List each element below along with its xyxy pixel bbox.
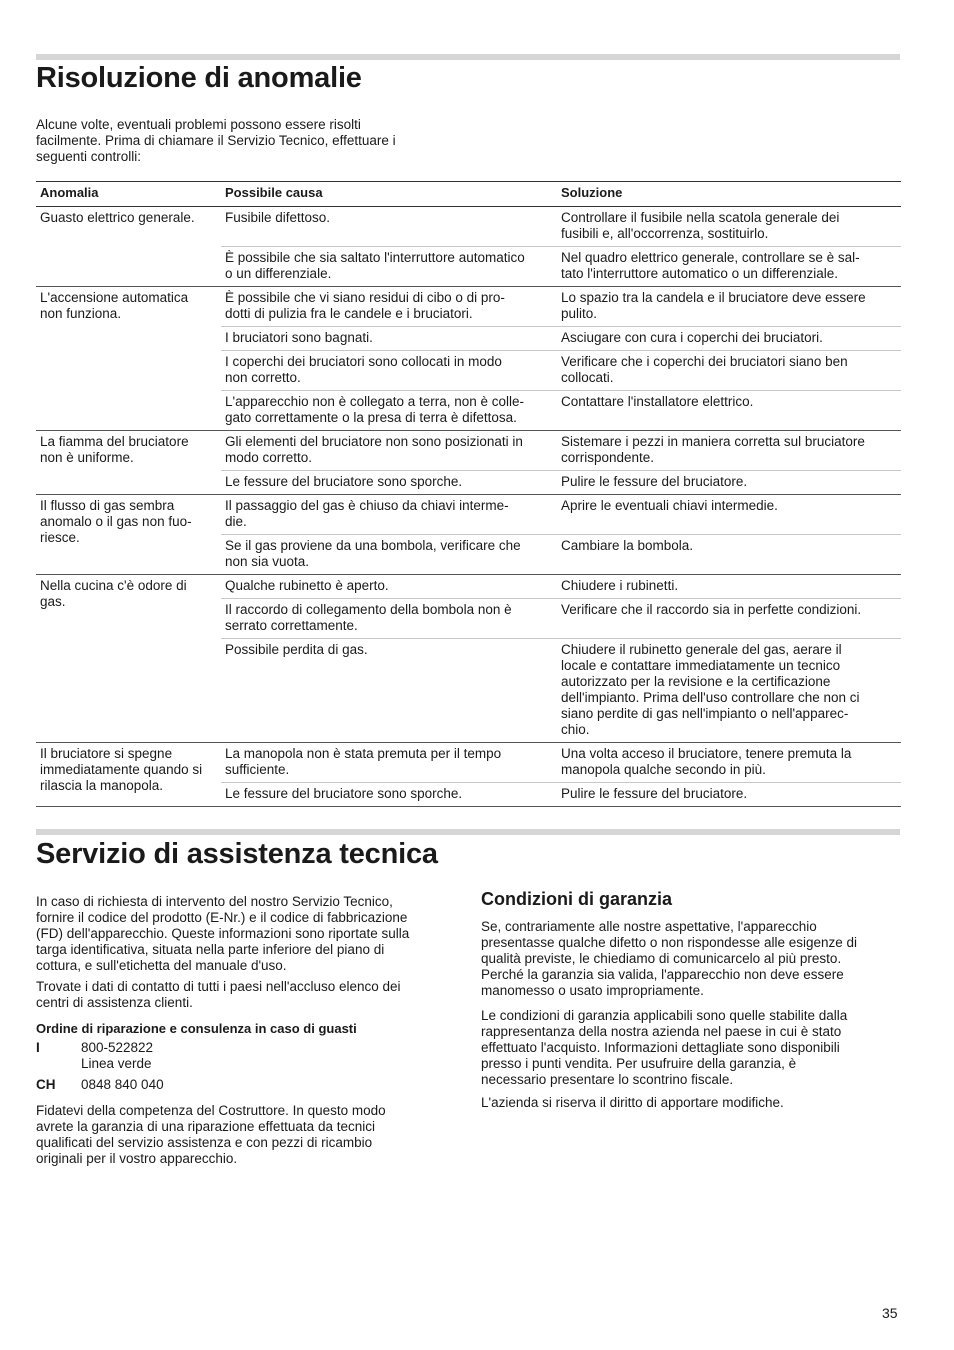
service-paragraph-2: Trovate i dati di contatto di tutti i paesi nell'accluso elenco dei centri di assistenza clienti.	[36, 979, 401, 1010]
cell-causa: Qualche rubinetto è aperto.	[221, 575, 557, 599]
cell-causa: Possibile perdita di gas.	[221, 639, 557, 743]
cell-soluzione: Lo spazio tra la candela e il bruciatore deve essere pulito.	[557, 287, 901, 327]
cell-causa: È possibile che vi siano residui di cibo o di pro- dotti di pulizia fra le candele e i bruciatori.	[221, 287, 557, 327]
cell-causa: I bruciatori sono bagnati.	[221, 327, 557, 351]
cell-causa: L'apparecchio non è collegato a terra, non è colle- gato correttamente o la presa di terra è difettosa.	[221, 391, 557, 431]
warranty-paragraph-3: L'azienda si riserva il diritto di apportare modifiche.	[481, 1095, 784, 1110]
country-code: I	[36, 1040, 40, 1055]
header-causa: Possibile causa	[221, 182, 557, 207]
page-number: 35	[882, 1305, 898, 1321]
cell-soluzione: Pulire le fessure del bruciatore.	[557, 471, 901, 495]
cell-anomalia: Guasto elettrico generale.	[36, 207, 221, 287]
page-title-service: Servizio di assistenza tecnica	[36, 838, 438, 870]
country-code: CH	[36, 1077, 56, 1092]
cell-soluzione: Aprire le eventuali chiavi intermedie.	[557, 495, 901, 535]
header-anomalia: Anomalia	[36, 182, 221, 207]
troubleshooting-table	[36, 181, 901, 807]
contact-phone: 800-522822 Linea verde	[81, 1040, 154, 1071]
table-row	[36, 743, 901, 783]
table-row	[36, 287, 901, 327]
table-body	[36, 207, 901, 807]
cell-soluzione: Sistemare i pezzi in maniera corretta sul bruciatore corrispondente.	[557, 431, 901, 471]
cell-soluzione: Asciugare con cura i coperchi dei bruciatori.	[557, 327, 901, 351]
cell-soluzione: Una volta acceso il bruciatore, tenere premuta la manopola qualche secondo in più.	[557, 743, 901, 783]
page-title-troubleshooting: Risoluzione di anomalie	[36, 62, 362, 94]
cell-causa: Fusibile difettoso.	[221, 207, 557, 247]
cell-soluzione: Cambiare la bombola.	[557, 535, 901, 575]
cell-soluzione: Verificare che i coperchi dei bruciatori siano ben collocati.	[557, 351, 901, 391]
cell-soluzione: Chiudere i rubinetti.	[557, 575, 901, 599]
cell-anomalia: Il bruciatore si spegne immediatamente quando si rilascia la manopola.	[36, 743, 221, 807]
cell-soluzione: Controllare il fusibile nella scatola generale dei fusibili e, all'occorrenza, sostituirlo.	[557, 207, 901, 247]
cell-anomalia: L'accensione automatica non funziona.	[36, 287, 221, 431]
cell-causa: Il raccordo di collegamento della bombola non è serrato correttamente.	[221, 599, 557, 639]
section-divider-service	[36, 829, 900, 835]
cell-anomalia: La fiamma del bruciatore non è uniforme.	[36, 431, 221, 495]
table-row	[36, 495, 901, 535]
troubleshooting-intro: Alcune volte, eventuali problemi possono essere risolti facilmente. Prima di chiamare il Servizio Tecnico, effettuare i seguenti controlli:	[36, 117, 396, 164]
cell-soluzione: Verificare che il raccordo sia in perfette condizioni.	[557, 599, 901, 639]
table-row	[36, 431, 901, 471]
table-row	[36, 207, 901, 247]
cell-soluzione: Contattare l'installatore elettrico.	[557, 391, 901, 431]
repair-order-heading: Ordine di riparazione e consulenza in caso di guasti	[36, 1021, 357, 1036]
table-header-row	[36, 182, 901, 207]
warranty-paragraph-1: Se, contrariamente alle nostre aspettative, l'apparecchio presentasse qualche difetto o non rispondesse alle esigenze di qualità previste, le chiediamo di comunicarcelo al più presto. Perché la garanzia sia valida, l'apparecchio non deve essere manomesso o usato impropriamente.	[481, 919, 858, 998]
cell-causa: La manopola non è stata premuta per il tempo sufficiente.	[221, 743, 557, 783]
warranty-title: Condizioni di garanzia	[481, 889, 673, 909]
cell-anomalia: Il flusso di gas sembra anomalo o il gas non fuo- riesce.	[36, 495, 221, 575]
header-soluzione: Soluzione	[557, 182, 901, 207]
cell-causa: È possibile che sia saltato l'interruttore automatico o un differenziale.	[221, 247, 557, 287]
cell-soluzione: Pulire le fessure del bruciatore.	[557, 783, 901, 807]
cell-causa: Le fessure del bruciatore sono sporche.	[221, 783, 557, 807]
contact-phone: 0848 840 040	[81, 1077, 164, 1092]
cell-causa: Gli elementi del bruciatore non sono posizionati in modo corretto.	[221, 431, 557, 471]
warranty-paragraph-2: Le condizioni di garanzia applicabili sono quelle stabilite dalla rappresentanza della nostra azienda nel paese in cui è stato effettuato l'acquisto. Informazioni dettagliate sono disponibili presso i punti vendita. Per usufruire della garanzia, è necessario presentare lo scontrino fiscale.	[481, 1008, 848, 1087]
service-paragraph-1: In caso di richiesta di intervento del nostro Servizio Tecnico, fornire il codice del prodotto (E-Nr.) e il codice di fabbricazione (FD) dell'apparecchio. Queste informazioni sono riportate sulla targa identificativa, situata nella parte inferiore del piano di cottura, e sull'etichetta del manuale d'uso.	[36, 894, 410, 973]
cell-causa: I coperchi dei bruciatori sono collocati in modo non corretto.	[221, 351, 557, 391]
cell-causa: Se il gas proviene da una bombola, verificare che non sia vuota.	[221, 535, 557, 575]
cell-causa: Il passaggio del gas è chiuso da chiavi interme- die.	[221, 495, 557, 535]
cell-soluzione: Nel quadro elettrico generale, controllare se è sal- tato l'interruttore automatico o un differenziale.	[557, 247, 901, 287]
cell-soluzione: Chiudere il rubinetto generale del gas, aerare il locale e contattare immediatamente un tecnico autorizzato per la revisione e la certificazione dell'impianto. Prima dell'uso controllare che non ci siano perdite di gas nell'impianto o nell'apparec- chio.	[557, 639, 901, 743]
section-divider-top	[36, 54, 900, 60]
service-paragraph-3: Fidatevi della competenza del Costruttore. In questo modo avrete la garanzia di una riparazione effettuata da tecnici qualificati del servizio assistenza e con pezzi di ricambio originali per il vostro apparecchio.	[36, 1103, 386, 1166]
cell-anomalia: Nella cucina c'è odore di gas.	[36, 575, 221, 743]
table-row	[36, 575, 901, 599]
cell-causa: Le fessure del bruciatore sono sporche.	[221, 471, 557, 495]
